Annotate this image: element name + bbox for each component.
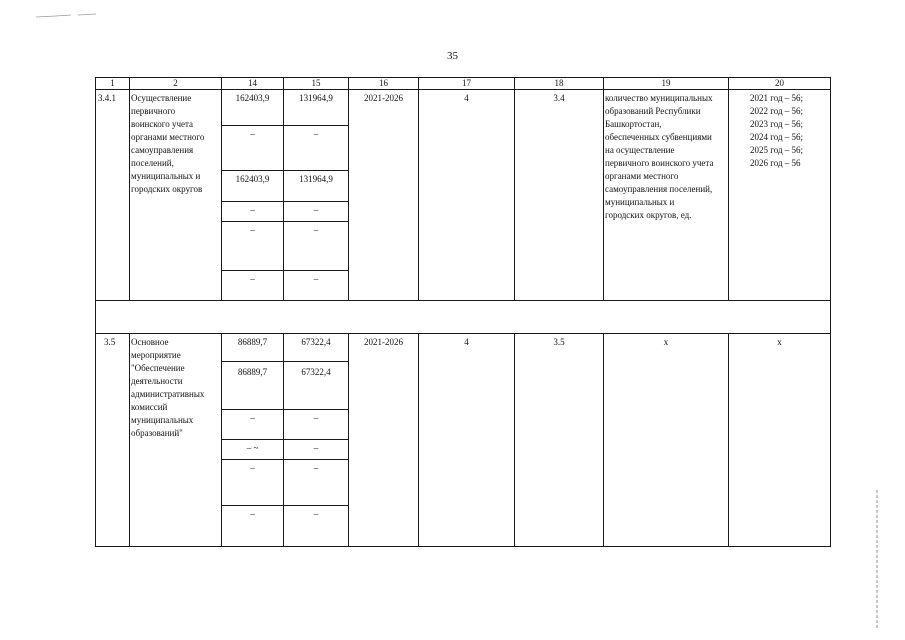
subrow-divider xyxy=(221,125,348,126)
indicator-text-line: количество муниципальных xyxy=(605,93,713,103)
value-cell: – xyxy=(250,129,255,139)
item-name-line: муниципальных и xyxy=(131,171,201,181)
col-divider xyxy=(418,77,419,301)
row-number: 3.4.1 xyxy=(98,93,116,103)
indicator-ref-cell: 3.4 xyxy=(553,93,565,103)
target-value-line: 2025 год – 56; xyxy=(750,145,804,155)
value-cell: 162403,9 xyxy=(235,93,270,103)
target-value-line: 2023 год – 56; xyxy=(750,119,804,129)
indicator-text-line: муниципальных и xyxy=(605,197,675,207)
value-cell: – xyxy=(313,205,319,215)
col-divider xyxy=(129,77,130,301)
value-cell: – xyxy=(313,225,319,235)
item-name-line: городских округов xyxy=(131,184,203,194)
item-name-line: поселений, xyxy=(131,158,174,168)
indicator-text-cell: x xyxy=(663,337,669,347)
value-cell: – xyxy=(313,509,319,519)
value-cell: – xyxy=(313,443,319,453)
row-number: 3.5 xyxy=(104,337,116,347)
table-border-right xyxy=(830,77,831,547)
value-cell: 131964,9 xyxy=(299,174,333,184)
header-cell: 2 xyxy=(173,78,178,88)
item-name-line: мероприятие xyxy=(131,350,181,360)
value-cell: – xyxy=(250,463,255,473)
item-name-line: первичного xyxy=(131,106,176,116)
item-name-line: административных xyxy=(131,389,205,399)
item-name-line: органами местного xyxy=(131,132,205,142)
col-divider xyxy=(221,77,222,301)
indicator-text-line: на осуществление xyxy=(605,145,675,155)
value-cell: – xyxy=(313,274,319,284)
value-cell: – xyxy=(250,205,255,215)
value-cell: – xyxy=(250,509,255,519)
col-divider xyxy=(129,333,130,547)
header-cell: 19 xyxy=(661,78,671,88)
item-name-line: образований" xyxy=(131,428,183,438)
header-cell: 1 xyxy=(110,78,115,88)
item-name-line: воинского учета xyxy=(131,119,194,129)
header-cell: 16 xyxy=(379,78,388,88)
subrow-divider xyxy=(221,409,348,410)
value-cell: – xyxy=(250,225,255,235)
indicator-text-line: городских округов, ед. xyxy=(605,210,692,220)
col-divider xyxy=(514,77,515,301)
value-cell: 67322,4 xyxy=(301,337,331,347)
code-cell: 4 xyxy=(464,93,469,103)
table-border-bottom xyxy=(95,546,831,547)
col-divider xyxy=(728,333,729,547)
indicator-text-line: первичного воинского учета xyxy=(605,158,714,168)
item-name-line: Основное xyxy=(131,337,169,347)
scan-artifact xyxy=(36,12,106,20)
value-cell: – xyxy=(313,413,319,423)
subrow-divider xyxy=(221,221,348,222)
indicator-text-line: обеспеченных субвенциями xyxy=(605,132,712,142)
col-divider xyxy=(728,77,729,301)
subrow-divider xyxy=(221,170,348,171)
code-cell: 4 xyxy=(464,337,469,347)
indicator-text-line: самоуправления поселений, xyxy=(605,184,713,194)
col-divider xyxy=(603,77,604,301)
target-value-line: 2026 год – 56 xyxy=(750,158,801,168)
value-cell: 67322,4 xyxy=(301,367,331,377)
scan-edge-artifact xyxy=(875,490,879,630)
table-border-left xyxy=(95,77,96,547)
subrow-divider xyxy=(221,270,348,271)
header-cell: 15 xyxy=(311,78,321,88)
target-value-line: 2021 год – 56; xyxy=(750,93,804,103)
value-cell: – xyxy=(313,129,319,139)
header-cell: 14 xyxy=(248,78,257,88)
target-value-line: 2022 год – 56; xyxy=(750,106,804,116)
value-cell: – xyxy=(313,463,319,473)
item-name-line: "Обеспечение xyxy=(131,363,185,373)
indicator-ref-cell: 3.5 xyxy=(553,337,565,347)
col-divider xyxy=(603,333,604,547)
target-value-cell: x xyxy=(777,337,782,347)
target-value-line: 2024 год – 56; xyxy=(750,132,804,142)
item-name-line: комиссий xyxy=(131,402,168,412)
header-cell: 18 xyxy=(554,78,564,88)
col-divider xyxy=(348,333,349,547)
row-divider xyxy=(95,300,831,301)
indicator-text-line: образований Республики xyxy=(605,106,701,116)
row-divider xyxy=(95,333,831,334)
value-cell: 86889,7 xyxy=(237,337,268,347)
header-cell: 20 xyxy=(775,78,784,88)
subrow-divider xyxy=(221,361,348,362)
item-name-line: Осуществление xyxy=(131,93,192,103)
subrow-divider xyxy=(221,505,348,506)
value-cell: 86889,7 xyxy=(237,367,268,377)
value-cell: 131964,9 xyxy=(299,93,333,103)
subrow-divider xyxy=(221,201,348,202)
item-name-line: муниципальных xyxy=(131,415,194,425)
col-divider xyxy=(418,333,419,547)
header-cell: 17 xyxy=(462,78,471,88)
period-cell: 2021-2026 xyxy=(364,93,403,103)
item-name-line: деятельности xyxy=(131,376,183,386)
page-number: 35 xyxy=(447,50,458,62)
period-cell: 2021-2026 xyxy=(364,337,403,347)
item-name-line: самоуправления xyxy=(131,145,194,155)
value-cell: – xyxy=(250,274,255,284)
indicator-text-line: органами местного xyxy=(605,171,679,181)
subrow-divider xyxy=(221,439,348,440)
subrow-divider xyxy=(221,459,348,460)
value-cell: – ~ xyxy=(246,443,259,453)
col-divider xyxy=(348,77,349,301)
value-cell: – xyxy=(250,413,255,423)
indicator-text-line: Башкортостан, xyxy=(605,119,662,129)
col-divider xyxy=(514,333,515,547)
value-cell: 162403,9 xyxy=(235,174,270,184)
col-divider xyxy=(283,77,284,301)
